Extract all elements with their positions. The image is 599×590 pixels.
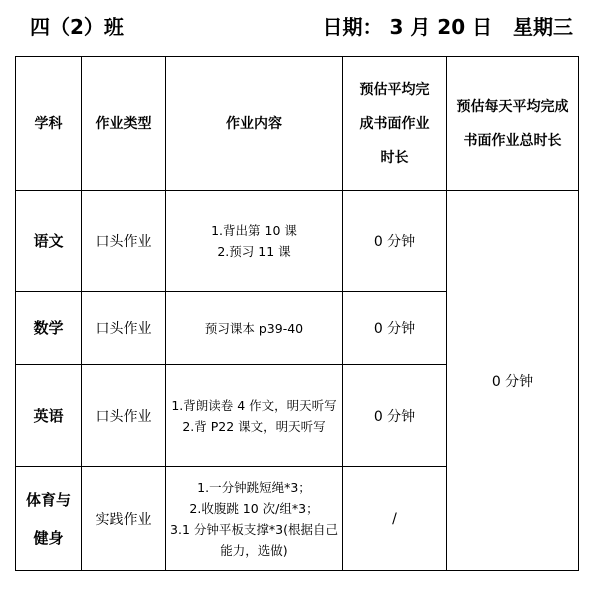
type-cell: 实践作业 <box>82 467 166 571</box>
subject-cell <box>16 467 82 571</box>
column-header-subject <box>16 57 82 191</box>
content-line: 2.收腹跳 10 次/组*3； <box>189 500 319 516</box>
homework-table <box>15 56 579 571</box>
content-line: 1.背出第 10 课 <box>211 223 297 238</box>
content-cell <box>166 467 343 571</box>
column-header-avg-time <box>343 57 447 191</box>
content-line: 1.背朗读卷 4 作文，明天听写 <box>171 397 337 413</box>
weekday: 星期三 <box>513 15 573 39</box>
header-line: 作业类型 <box>95 115 152 132</box>
type-cell: 口头作业 <box>82 292 166 365</box>
date-value: 3 月 20 日 <box>389 15 493 39</box>
header-line: 预估平均完 <box>359 81 430 98</box>
subject-cell <box>16 191 82 292</box>
class-name: 四（2）班 <box>30 15 124 39</box>
time-cell: 0 分钟 <box>343 365 447 467</box>
content-line: 预习课本 p39-40 <box>204 320 304 336</box>
content-line: 2.背 P22 课文，明天听写 <box>182 418 326 434</box>
subject-text: 体育与 <box>25 490 71 509</box>
header-line: 学科 <box>34 115 63 132</box>
header-line: 预估每天平均完成 <box>456 98 569 115</box>
header-line: 书面作业总时长 <box>463 132 562 149</box>
column-header-content <box>166 57 343 191</box>
header-line: 作业内容 <box>226 115 282 132</box>
table-header-row <box>16 57 579 191</box>
column-header-total-time <box>447 57 579 191</box>
content-cell <box>166 365 343 467</box>
header-line: 成书面作业 <box>359 115 430 132</box>
header-line: 时长 <box>380 149 409 166</box>
subject-cell <box>16 365 82 467</box>
content-line: 1.一分钟跳短绳*3； <box>197 479 311 495</box>
content-cell <box>166 191 343 292</box>
column-header-type <box>82 57 166 191</box>
subject-text: 英语 <box>33 406 64 425</box>
type-cell: 口头作业 <box>82 191 166 292</box>
content-line: 3.1 分钟平板支撑*3(根据自己能力，选做) <box>170 521 338 558</box>
table-row <box>16 191 579 292</box>
time-cell: / <box>343 467 447 571</box>
time-cell: 0 分钟 <box>343 191 447 292</box>
subject-cell <box>16 292 82 365</box>
total-time-cell: 0 分钟 <box>447 191 579 571</box>
date-label: 日期： <box>322 15 383 39</box>
content-line: 2.预习 11 课 <box>217 244 291 259</box>
content-cell <box>166 292 343 365</box>
time-cell: 0 分钟 <box>343 292 447 365</box>
subject-text: 健身 <box>33 528 64 547</box>
subject-text: 数学 <box>33 319 64 337</box>
page-header <box>0 0 599 54</box>
type-cell: 口头作业 <box>82 365 166 467</box>
date-line <box>323 11 574 40</box>
subject-text: 语文 <box>33 232 64 250</box>
